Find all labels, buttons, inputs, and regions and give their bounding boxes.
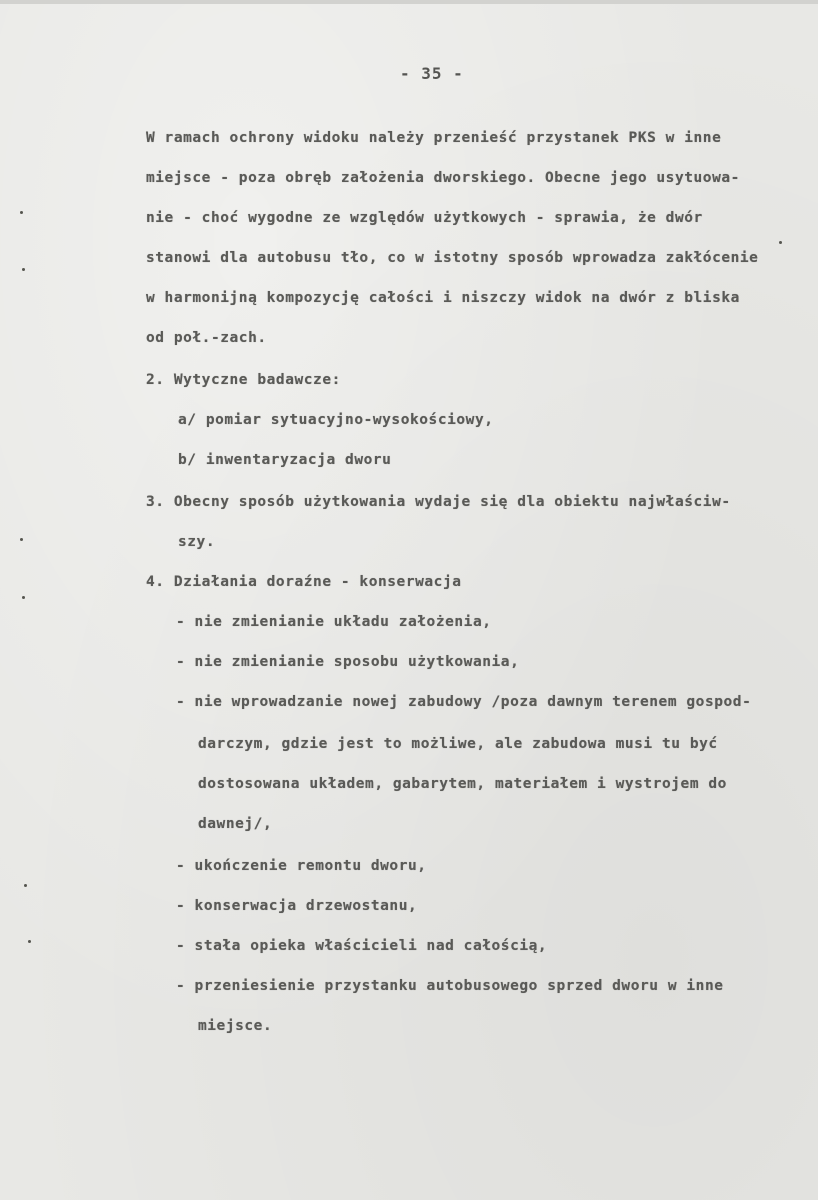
scan-speck — [779, 241, 782, 244]
body-line: stanowi dla autobusu tło, co w istotny sposób wprowadza zakłócenie — [146, 250, 759, 266]
sub-item: a/ pomiar sytuacyjno-wysokościowy, — [178, 412, 494, 428]
scan-speck — [22, 596, 25, 599]
body-line: w harmonijną kompozycję całości i niszczy widok na dwór z bliska — [146, 290, 740, 306]
bullet-continuation: dawnej/, — [198, 816, 273, 832]
body-line: szy. — [178, 534, 216, 550]
section-heading: 2. Wytyczne badawcze: — [146, 372, 341, 388]
body-line: miejsce - poza obręb założenia dworskiego. Obecne jego usytuowa- — [146, 170, 740, 186]
bullet-continuation: darczym, gdzie jest to możliwe, ale zabudowa musi tu być — [198, 736, 718, 752]
scan-speck — [20, 211, 23, 214]
section-heading: 3. Obecny sposób użytkowania wydaje się dla obiektu najwłaściw- — [146, 494, 731, 510]
page-number: - 35 - — [400, 64, 464, 83]
section-heading: 4. Działania doraźne - konserwacja — [146, 574, 462, 590]
bullet-continuation: dostosowana układem, gabarytem, materiałem i wystrojem do — [198, 776, 727, 792]
scan-speck — [20, 538, 23, 541]
bullet-continuation: miejsce. — [198, 1018, 273, 1034]
body-line: W ramach ochrony widoku należy przenieść przystanek PKS w inne — [146, 130, 722, 146]
bullet-item: - ukończenie remontu dworu, — [176, 858, 427, 874]
bullet-item: - przeniesienie przystanku autobusowego sprzed dworu w inne — [176, 978, 724, 994]
body-line: od poł.-zach. — [146, 330, 267, 346]
bullet-item: - konserwacja drzewostanu, — [176, 898, 418, 914]
bullet-item: - stała opieka właścicieli nad całością, — [176, 938, 548, 954]
bullet-item: - nie wprowadzanie nowej zabudowy /poza dawnym terenem gospod- — [176, 694, 752, 710]
scan-speck — [22, 268, 25, 271]
scan-edge — [0, 0, 818, 4]
body-line: nie - choć wygodne ze względów użytkowych - sprawia, że dwór — [146, 210, 703, 226]
sub-item: b/ inwentaryzacja dworu — [178, 452, 392, 468]
bullet-item: - nie zmienianie sposobu użytkowania, — [176, 654, 520, 670]
bullet-item: - nie zmienianie układu założenia, — [176, 614, 492, 630]
scan-speck — [28, 940, 31, 943]
scan-speck — [24, 884, 27, 887]
